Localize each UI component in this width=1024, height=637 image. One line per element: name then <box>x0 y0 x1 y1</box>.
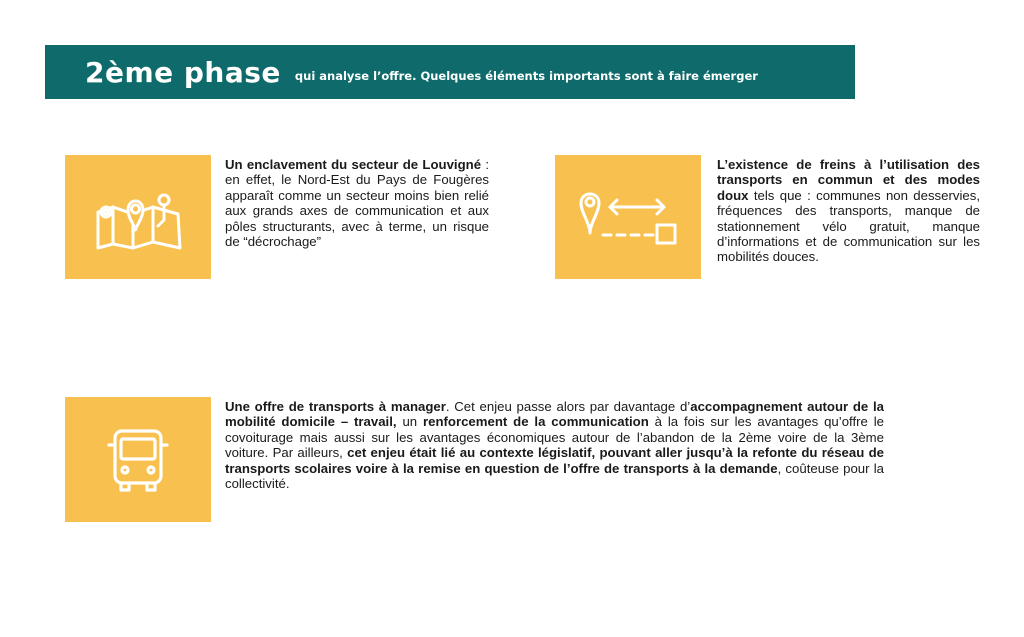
card-offre-bold3: renforcement de la communication <box>423 414 649 430</box>
card-offre-bold2: accompagnement autour de la mobilité domicile – travail, <box>225 399 885 430</box>
card-offre-body4: , coûteuse pour la collectivité. <box>225 460 884 492</box>
card-enclavement-text <box>225 157 489 249</box>
page-title: 2ème phase <box>85 55 281 89</box>
card-offre-body3: à la fois sur les avantages qu’offre le covoiturage mais aussi sur les avantages économiques autour de l’abandon de la 2ème voire de la 3ème voiture. Par ailleurs, <box>225 414 884 461</box>
card-freins-text <box>717 157 980 265</box>
bus-icon-tile <box>65 397 211 522</box>
card-offre-text <box>225 399 884 491</box>
card-enclavement-bold: Un enclavement du secteur de Louvigné <box>225 157 482 172</box>
card-offre-bold1: Une offre de transports à manager <box>225 399 446 414</box>
header-banner <box>45 45 855 99</box>
map-pins-icon-tile <box>65 155 211 279</box>
card-offre-body2: un <box>396 414 423 430</box>
route-arrow-icon-tile <box>555 155 701 279</box>
map-pins-icon <box>88 182 188 252</box>
bus-icon <box>103 425 173 495</box>
route-arrow-icon <box>573 187 683 247</box>
card-offre-bold4: cet enjeu était lié au contexte législatif, pouvant aller jusqu’à la refonte du réseau de transports scolaires voire à la remise en question de l’offre de transports à la demande <box>225 445 884 476</box>
card-enclavement-body: : en effet, le Nord-Est du Pays de Fougères apparaît comme un secteur moins bien relié aux grands axes de communication et aux pôles structurants, avec à terme, un risque de “décrochage” <box>225 157 489 250</box>
card-freins-body: tels que : communes non desservies, fréquences des transports, manque de stationnement vélo gratuit, manque d’informations et de communication sur les mobilités douces. <box>717 187 980 265</box>
card-freins-bold: L’existence de freins à l’utilisation des transports en commun et des modes doux <box>717 157 980 203</box>
card-offre-body1: . Cet enjeu passe alors par davantage d’ <box>445 399 691 414</box>
page-subtitle: qui analyse l’offre. Quelques éléments importants sont à faire émerger <box>294 69 758 83</box>
